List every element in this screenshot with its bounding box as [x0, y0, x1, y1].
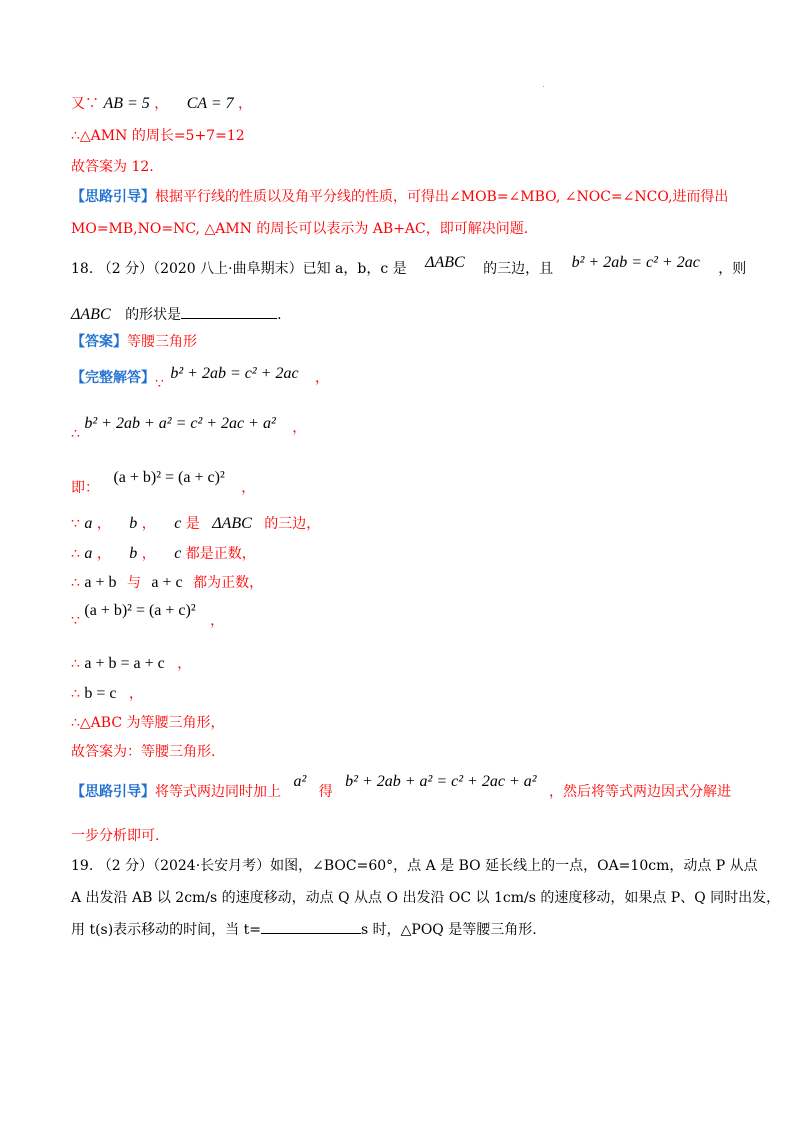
sep: ，: [96, 546, 111, 562]
var-b: b: [129, 515, 138, 532]
math-ab: AB = 5: [103, 95, 150, 112]
q18-step-2: [71, 415, 307, 442]
hint-text: ，然后将等式两边因式分解进: [548, 784, 731, 800]
q18-step-11: 故答案为：等腰三角形.: [71, 744, 216, 760]
q18-shape-text: 的形状是: [125, 307, 182, 323]
hint-text: 得: [318, 784, 333, 800]
sides-text: 的三边，: [264, 516, 321, 532]
sep: ，: [210, 613, 225, 629]
positive-text: 都为正数，: [193, 575, 264, 591]
var-c: c: [174, 545, 182, 562]
because-symbol: ∵: [155, 376, 164, 392]
q18-step-1: [71, 365, 330, 392]
prev-hint-line-1: [71, 187, 728, 207]
math-equation: (a + b)² = (a + c)²: [84, 602, 196, 619]
var-c: c: [174, 515, 182, 532]
q18-prefix: 18. （2 分）（2020 八上·曲阜期末）已知 a，b，c 是: [71, 261, 407, 277]
sep: ，: [292, 420, 307, 436]
q18-suffix: ，则: [718, 261, 747, 277]
q18-step-4: [71, 514, 320, 534]
sep: ，: [238, 96, 253, 112]
namely-text: 即：: [71, 480, 99, 496]
q18-step-8: [71, 654, 191, 674]
q18-stem-line-2: [71, 304, 282, 325]
q18-step-7: [71, 602, 225, 629]
q18-stem-line-1: [71, 254, 747, 279]
hint-label: 【思路引导】: [71, 189, 155, 205]
q18-step-3: [71, 469, 256, 496]
prev-hint-line-2: MO=MB,NO=NC, △AMN 的周长可以表示为 AB+AC，即可解决问题.: [71, 221, 529, 237]
therefore-symbol: ∴: [71, 575, 80, 591]
q19-text: 用 t(s)表示移动的时间，当 t=: [71, 922, 261, 938]
therefore-symbol: ∴: [71, 546, 80, 562]
math-equation: (a + b)² = (a + c)²: [113, 469, 225, 486]
period: .: [277, 307, 282, 323]
prev-line-2: ∴△AMN 的周长=5+7=12: [71, 128, 245, 144]
math-equation: a + b = a + c: [84, 655, 165, 672]
math-a-squared: a²: [293, 773, 307, 790]
answer-blank: [261, 919, 361, 934]
q18-step-10: ∴△ABC 为等腰三角形，: [71, 715, 225, 731]
prev-line-3: 故答案为 12.: [71, 159, 154, 175]
math-triangle: ΔABC: [212, 515, 252, 532]
hint-text: 根据平行线的性质以及角平分线的性质，可得出∠MOB=∠MBO, ∠NOC=∠NCO,进而得出: [155, 189, 729, 205]
math-equation: b² + 2ab = c² + 2ac: [170, 365, 299, 382]
math-equation: b² + 2ab + a² = c² + 2ac + a²: [345, 773, 537, 790]
math-triangle: ΔABC: [71, 306, 111, 323]
math-sum: a + b: [84, 574, 117, 591]
sep: ，: [315, 370, 330, 386]
var-a: a: [84, 515, 93, 532]
q18-step-5: [71, 544, 256, 564]
q18-hint-line-1: [71, 773, 731, 802]
sep: ，: [128, 686, 143, 702]
because-symbol: ∵: [71, 613, 80, 629]
because-symbol: ∵: [71, 516, 80, 532]
math-triangle: ΔABC: [425, 254, 465, 271]
is-text: 是: [185, 516, 200, 532]
full-solution-label: 【完整解答】: [71, 370, 155, 386]
and-text: 与: [126, 575, 141, 591]
hint-text: 将等式两边同时加上: [155, 784, 281, 800]
positive-text: 都是正数，: [185, 546, 256, 562]
math-ca: CA = 7: [186, 95, 234, 112]
q19-stem-line-1: 19. （2 分）（2024·长安月考）如图，∠BOC=60°，点 A 是 BO 延长线上的一点，OA=10cm，动点 P 从点: [71, 858, 758, 874]
therefore-symbol: ∴: [71, 656, 80, 672]
answer-text: 等腰三角形: [127, 334, 197, 350]
math-sum: a + c: [151, 574, 183, 591]
sep: ，: [177, 656, 192, 672]
math-equation: b² + 2ab + a² = c² + 2ac + a²: [84, 415, 276, 432]
q19-text: s 时，△POQ 是等腰三角形.: [361, 922, 537, 938]
sep: ，: [141, 516, 156, 532]
q18-answer: [71, 332, 197, 352]
q19-stem-line-2: A 出发沿 AB 以 2cm/s 的速度移动，动点 Q 从点 O 出发沿 OC 以 1cm/s 的速度移动，如果点 P、Q 同时出发，: [71, 890, 781, 906]
stray-dot: [543, 86, 544, 87]
math-equation: b = c: [84, 685, 117, 702]
answer-blank: [181, 304, 277, 319]
sep: ，: [154, 96, 169, 112]
hint-label: 【思路引导】: [71, 784, 155, 800]
because-text: 又∵: [71, 96, 99, 112]
q18-hint-line-2: 一步分析即可.: [71, 828, 160, 844]
therefore-symbol: ∴: [71, 686, 80, 702]
q19-stem-line-3: [71, 919, 537, 940]
sep: ，: [96, 516, 111, 532]
var-a: a: [84, 545, 93, 562]
q18-mid: 的三边，且: [483, 261, 554, 277]
prev-line-1: [71, 94, 252, 114]
q18-step-9: [71, 684, 143, 704]
sep: ，: [241, 480, 256, 496]
therefore-symbol: ∴: [71, 426, 80, 442]
answer-label: 【答案】: [71, 334, 127, 350]
sep: ，: [141, 546, 156, 562]
q18-step-6: [71, 573, 263, 593]
math-equation: b² + 2ab = c² + 2ac: [571, 254, 700, 271]
var-b: b: [129, 545, 138, 562]
